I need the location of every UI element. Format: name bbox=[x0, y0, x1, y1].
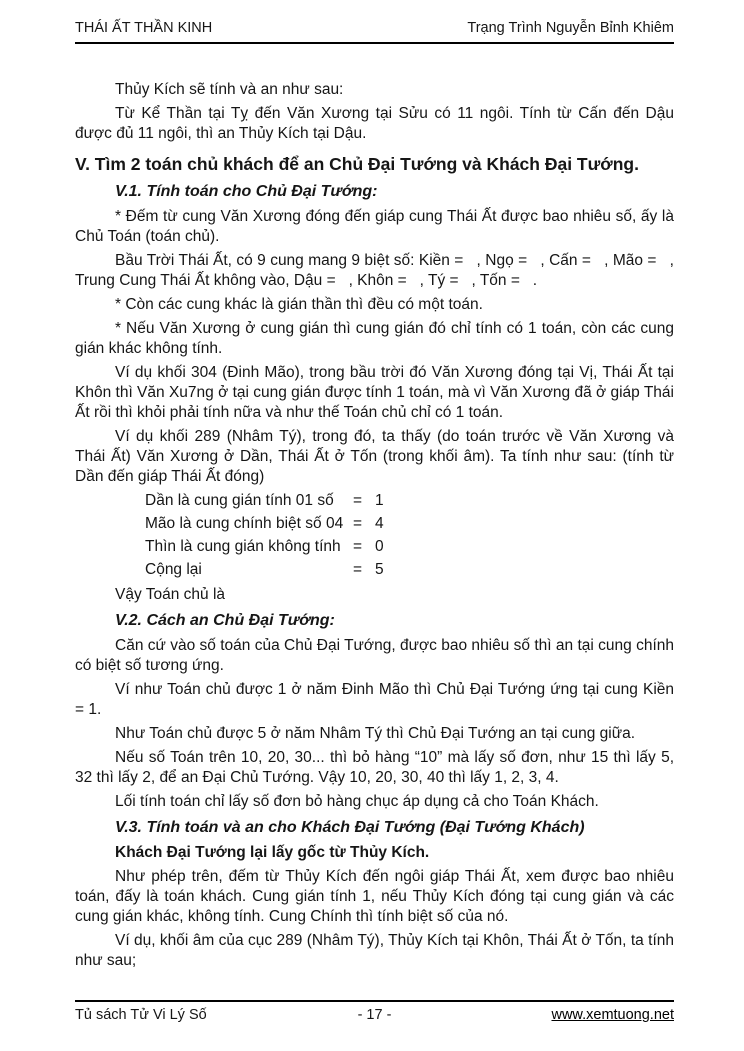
calc-value: 5 bbox=[375, 561, 384, 578]
calc-label: Dần là cung gián tính 01 số bbox=[145, 492, 334, 509]
para-vi-du-289: Ví dụ khối 289 (Nhâm Tý), trong đó, ta thấy (do toán trước về Văn Xương và Thái Ất) Văn Xương ở Dần, Thái Ất ở Tốn (trong khối âm). Ta tính như sau: (tính từ Dần đến giáp Thái Ất đóng) bbox=[75, 428, 674, 485]
para-vay-toan-chu: Vậy Toán chủ là bbox=[115, 586, 226, 603]
calc-table bbox=[145, 491, 674, 580]
header-author: Trạng Trình Nguyễn Bỉnh Khiêm bbox=[467, 20, 674, 36]
calc-value: 1 bbox=[375, 492, 384, 509]
calc-label: Thìn là cung gián không tính bbox=[145, 538, 341, 555]
para-thuy-kich-intro: Thủy Kích sẽ tính và an như sau: bbox=[115, 81, 344, 98]
para-bau-troi: Bầu Trời Thái Ất, có 9 cung mang 9 biệt số: Kiền = , Ngọ = , Cấn = , Mão = , Trung Cung Thái Ất không vào, Dậu = , Khôn = , Tý = , Tốn = . bbox=[75, 252, 674, 289]
para-con-cac-cung: * Còn các cung khác là gián thần thì đều có một toán. bbox=[115, 296, 483, 313]
para-nhu-phep-tren: Như phép trên, đếm từ Thủy Kích đến ngôi giáp Thái Ất, xem được bao nhiêu toán, đấy là toán khách. Cung gián tính 1, nếu Thủy Kích đóng tại cung gián và các cung gián khác, không tính. Cung Chính thì tính biệt số của nó. bbox=[75, 868, 674, 925]
para-dem-tu-cung: * Đếm từ cung Văn Xương đóng đến giáp cung Thái Ất được bao nhiêu số, ấy là Chủ Toán (toán chủ). bbox=[75, 208, 674, 245]
para-ke-than: Từ Kể Thần tại Tỵ đến Văn Xương tại Sửu có 11 ngôi. Tính từ Cấn đến Dậu được đủ 11 ngôi, thì an Thủy Kích tại Dậu. bbox=[75, 105, 674, 142]
subheading-v1: V.1. Tính toán cho Chủ Đại Tướng: bbox=[115, 183, 378, 200]
calc-label: Mão là cung chính biệt số 04 bbox=[145, 515, 344, 532]
calc-value: 0 bbox=[375, 538, 384, 555]
para-neu-van-xuong: * Nếu Văn Xương ở cung gián thì cung gián đó chỉ tính có 1 toán, còn các cung gián khác không tính. bbox=[75, 320, 674, 357]
para-nhu-toan-chu: Như Toán chủ được 5 ở năm Nhâm Tý thì Chủ Đại Tướng an tại cung giữa. bbox=[115, 725, 636, 742]
para-vi-du-304: Ví dụ khối 304 (Đinh Mão), trong bầu trời đó Văn Xương đóng tại Vị, Thái Ất tại Khôn thì Văn Xu7ng ở tại cung gián được tính 1 toán, mà vì Văn Xương đã ở giáp Thái Ất rồi thì khỏi phải tính nữa và như thế Toán chủ chỉ có 1 toán. bbox=[75, 364, 674, 421]
footer-series-title: Tủ sách Tử Vi Lý Số bbox=[75, 1007, 207, 1023]
subheading-v3: V.3. Tính toán và an cho Khách Đại Tướng (Đại Tướng Khách) bbox=[115, 819, 585, 836]
calc-equals: = bbox=[353, 561, 363, 578]
page-footer bbox=[75, 1000, 674, 1023]
header-book-title: THÁI ẤT THẦN KINH bbox=[75, 20, 213, 36]
page-header bbox=[75, 20, 674, 44]
subheading-v2: V.2. Cách an Chủ Đại Tướng: bbox=[115, 612, 335, 629]
calc-equals: = bbox=[353, 492, 363, 509]
calc-row-mao bbox=[145, 514, 674, 534]
calc-equals: = bbox=[353, 515, 363, 532]
page-body bbox=[75, 80, 674, 975]
footer-website-link[interactable]: www.xemtuong.net bbox=[551, 1007, 674, 1023]
calc-equals: = bbox=[353, 538, 363, 555]
calc-row-dan bbox=[145, 491, 674, 511]
para-neu-so-toan: Nếu số Toán trên 10, 20, 30... thì bỏ hàng “10” mà lấy số đơn, như 15 thì lấy 5, 32 thì lấy 2, để an Đại Chủ Tướng. Vậy 10, 20, 30, 40 thì lấy 1, 2, 3, 4. bbox=[75, 749, 674, 786]
calc-row-cong-lai bbox=[145, 560, 674, 580]
para-can-cu: Căn cứ vào số toán của Chủ Đại Tướng, được bao nhiêu số thì an tại cung chính có biệt số tương ứng. bbox=[75, 637, 674, 674]
para-vi-nhu: Ví như Toán chủ được 1 ở năm Đinh Mão thì Chủ Đại Tướng ứng tại cung Kiền = 1. bbox=[75, 681, 674, 718]
calc-row-thin bbox=[145, 537, 674, 557]
para-khach-dai-tuong: Khách Đại Tướng lại lấy gốc từ Thủy Kích. bbox=[115, 844, 430, 861]
footer-page-number: - 17 - bbox=[357, 1007, 392, 1023]
para-loi-tinh-toan: Lối tính toán chỉ lấy số đơn bỏ hàng chục áp dụng cả cho Toán Khách. bbox=[115, 793, 599, 810]
calc-label: Cộng lại bbox=[145, 561, 202, 578]
section-heading-v: V. Tìm 2 toán chủ khách để an Chủ Đại Tướng và Khách Đại Tướng. bbox=[75, 154, 639, 174]
calc-value: 4 bbox=[375, 515, 384, 532]
para-vi-du-cuc-289: Ví dụ, khối âm của cục 289 (Nhâm Tý), Thủy Kích tại Khôn, Thái Ất ở Tốn, ta tính như sau; bbox=[75, 932, 674, 969]
